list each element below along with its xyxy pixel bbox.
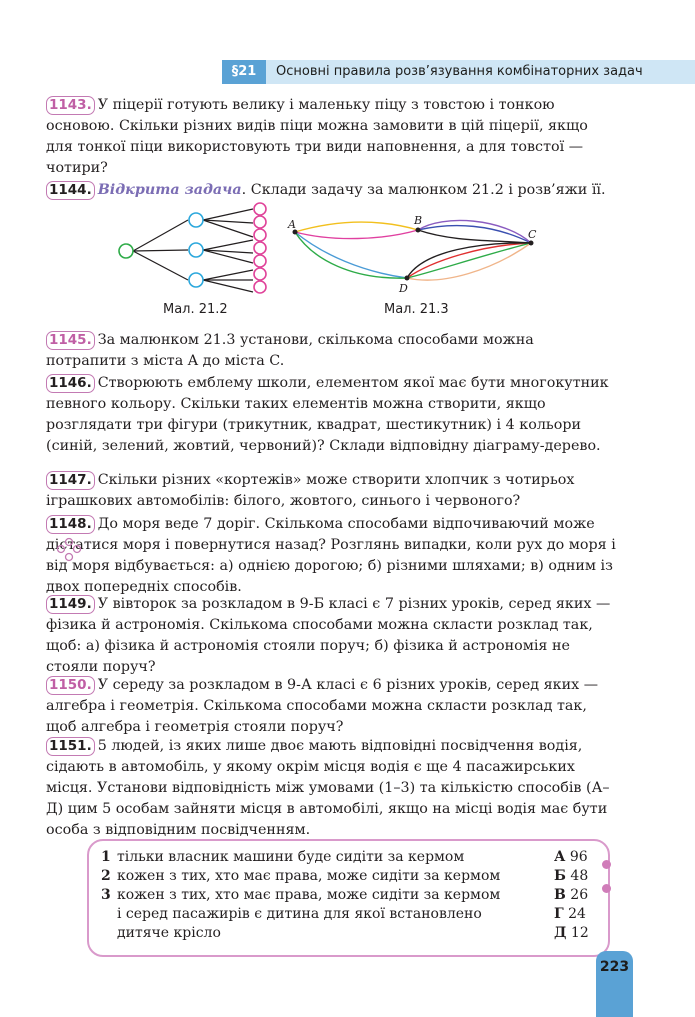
option-row: Г 24 — [554, 906, 586, 922]
section-title: Основні правила розв’язування комбінаторних задач — [276, 64, 643, 79]
problem-text: У середу за розкладом в 9-А класі є 6 різних уроків, серед яких — алгебра і геометрія. Скількома способами можна скласти розклад так, щоб алгебра і геометрія стояли поруч? — [46, 677, 599, 735]
problem-1149 — [46, 594, 616, 678]
page-number: 223 — [599, 959, 630, 975]
condition-row: і серед пасажирів є дитина для якої встановлено — [117, 906, 482, 922]
problem-number: 1151. — [46, 737, 95, 756]
level1-node — [189, 213, 203, 227]
section-header — [222, 60, 695, 84]
leaf-node — [254, 255, 266, 267]
leaf-node — [254, 229, 266, 241]
option-row: А 96 — [554, 849, 588, 865]
level1-node — [189, 243, 203, 257]
problem-number: 1147. — [46, 471, 95, 490]
leaf-node — [254, 216, 266, 228]
condition-row: дитяче крісло — [117, 925, 221, 941]
leaf-node — [254, 268, 266, 280]
problem-1144 — [46, 180, 616, 201]
problem-1143 — [46, 95, 616, 179]
problem-number: 1144. — [46, 181, 95, 200]
point-a-label: A — [288, 218, 296, 231]
decor-dot — [602, 884, 611, 893]
problem-text: До моря веде 7 доріг. Скількома способами відпочиваючий може дістатися моря і повернутися назад? Розглянь випадки, коли рух до моря і від моря відбувається: а) однією дорогою; б) різними шляхами; в) одним із двох попередніх способів. — [46, 516, 616, 595]
problem-1146 — [46, 373, 616, 457]
condition-row: 1 тільки власник машини буде сидіти за кермом — [101, 849, 465, 865]
problem-1147 — [46, 470, 616, 512]
problem-number: 1143. — [46, 96, 95, 115]
group-work-icon — [56, 536, 82, 562]
problem-text: 5 людей, із яких лише двоє мають відповідні посвідчення водія, сідають в автомобіль, у якому окрім місця водія є ще 4 пасажирських місця. Установи відповідність між умовами (1–3) та кількістю способів (А–Д) цим 5 особам зайняти місця в автомобілі, якщо на місці водія має бути особа з відповідним посвідченням. — [46, 738, 610, 838]
problem-text: Скільки різних «кортежів» може створити хлопчик з чотирьох іграшкових автомобілів: білого, жовтого, синього і червоного? — [46, 472, 575, 509]
leaf-node — [254, 242, 266, 254]
problem-text: Створюють емблему школи, елементом якої має бути многокутник певного кольору. Скільки таких елементів можна створити, якщо розглядати три фігури (трикутник, квадрат, шестикутник) і 4 кольори (синій, зелений, жовтий, червоний)? Склади відповідну діаграму-дерево. — [46, 375, 609, 454]
problem-text: За малюнком 21.3 установи, скількома способами можна потрапити з міста A до міста C. — [46, 332, 534, 369]
problem-number: 1145. — [46, 331, 95, 350]
page-number-tab — [596, 951, 633, 1017]
problem-text: У піцерії готують велику і маленьку піцу з товстою і тонкою основою. Скільки різних видів піци можна замовити в цій піцерії, якщо для тонкої піци використовують три види наповнення, а для товстої — чотири? — [46, 97, 588, 176]
problem-text: У вівторок за розкладом в 9-Б класі є 7 різних уроків, серед яких — фізика й астрономія. Скількома способами можна скласти розклад так, щоб: а) фізика й астрономія стояли поруч; б) фізика й астрономія не стояли поруч? — [46, 596, 611, 675]
level1-node — [189, 273, 203, 287]
problem-number: 1149. — [46, 595, 95, 614]
figure-caption-21-2: Мал. 21.2 — [163, 302, 228, 317]
point-c-label: C — [528, 228, 537, 241]
problem-number: 1146. — [46, 374, 95, 393]
option-row: В 26 — [554, 887, 589, 903]
problem-number: 1150. — [46, 676, 95, 695]
problem-text: . Склади задачу за малюнком 21.2 і розв’яжи її. — [241, 182, 606, 198]
option-row: Б 48 — [554, 868, 589, 884]
section-number: §21 — [222, 60, 266, 84]
problem-1150 — [46, 675, 616, 738]
point-d-label: D — [399, 282, 408, 295]
figure-caption-21-3: Мал. 21.3 — [384, 302, 449, 317]
open-task-label: Відкрита задача — [97, 182, 242, 198]
option-row: Д 12 — [554, 925, 589, 941]
leaf-node — [254, 281, 266, 293]
problem-number: 1148. — [46, 515, 95, 534]
condition-row: 2 кожен з тих, хто має права, може сидіти за кермом — [101, 868, 501, 884]
problem-1148 — [46, 514, 616, 598]
decor-dot — [602, 860, 611, 869]
root-node — [119, 244, 133, 258]
problem-1145 — [46, 330, 616, 372]
problem-1151 — [46, 736, 616, 841]
point-b-label: B — [414, 214, 423, 227]
condition-row: 3 кожен з тих, хто має права, може сидіти за кермом — [101, 887, 501, 903]
leaf-node — [254, 203, 266, 215]
routes-diagram — [283, 210, 548, 300]
tree-diagram — [110, 200, 275, 300]
